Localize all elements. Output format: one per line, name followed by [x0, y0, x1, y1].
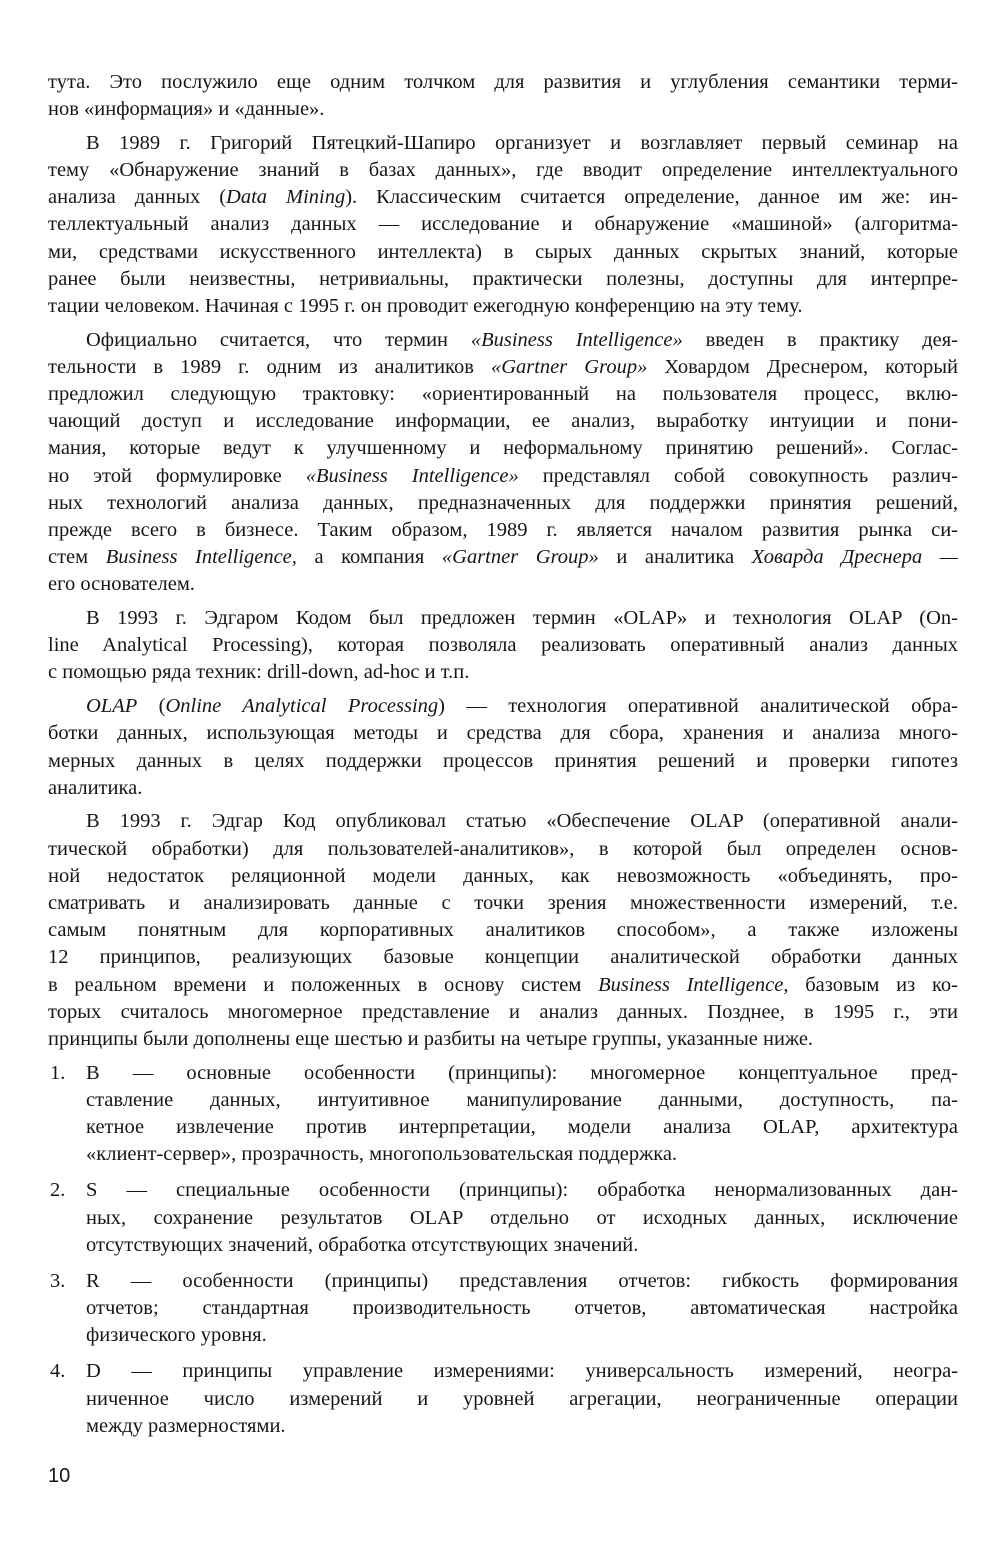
text-line: [86, 1268, 958, 1295]
text-line: [48, 293, 958, 320]
text: введен в практику дея-: [682, 328, 958, 351]
text: D — принципы управление измерениями: универсальность измерений, неогра-: [86, 1360, 958, 1383]
text: базовым из ко-: [788, 973, 958, 996]
text-line: [86, 1413, 958, 1440]
text-line: [48, 1026, 958, 1053]
text-line: [48, 239, 958, 266]
text-line: [48, 775, 958, 802]
text: (: [137, 695, 166, 718]
text: Ховардом Дреснером, который: [647, 355, 958, 378]
text-line: [86, 1141, 958, 1168]
text-line: [48, 266, 958, 293]
text-line: [48, 69, 958, 96]
text-line: [86, 1205, 958, 1232]
text-line: [48, 408, 958, 435]
text: ных, сохранение результатов OLAP отдельно от исходных данных, исключение: [86, 1206, 958, 1229]
page-number: 10: [48, 1465, 71, 1487]
text-line: [86, 1295, 958, 1322]
text: физического уровня.: [86, 1324, 267, 1347]
list-item: [48, 1060, 958, 1169]
text: В 1993 г. Эдгар Код опубликовал статью «Обеспечение OLAP (оперативной анали-: [86, 810, 958, 833]
text-line: [48, 130, 958, 157]
text-line: [48, 605, 958, 632]
text: ниченное число измерений и уровней агрегации, неограниченные операции: [86, 1387, 958, 1410]
text: ) — технология оперативной аналитической обра-: [438, 695, 958, 718]
text-line: [48, 184, 958, 211]
italic-text: Business Intelligence,: [598, 973, 789, 996]
text: торых считалось многомерное представление и анализ данных. Позднее, в 1995 г., эти: [48, 1000, 958, 1023]
text: с помощью ряда техник: drill-down, ad-hoc и т.п.: [48, 661, 470, 684]
list-number: 2.: [50, 1179, 66, 1202]
text: прежде всего в бизнесе. Таким образом, 1989 г. является началом развития рынка си-: [48, 519, 958, 541]
text: сматривать и анализировать данные с точки зрения множественности измерений, т.е.: [48, 891, 958, 914]
text-line: [48, 327, 958, 354]
text: тему «Обнаружение знаний в базах данных», где вводит определение интеллектуального: [48, 159, 958, 182]
italic-text: «Gartner Group»: [441, 546, 599, 569]
paragraph: [48, 605, 958, 687]
text: мания, которые ведут к улучшенному и неформальному принятию решений». Соглас-: [48, 437, 958, 460]
text: его основателем.: [48, 573, 195, 596]
text: В 1993 г. Эдгаром Кодом был предложен термин «OLAP» и технология OLAP (On-: [86, 607, 958, 630]
list-item: [48, 1268, 958, 1350]
text-line: [48, 157, 958, 184]
text: мерных данных в целях поддержки процессов принятия решений и проверки гипотез: [48, 749, 958, 772]
text: ми, средствами искусственного интеллекта) в сырых данных скрытых знаний, которые: [48, 240, 958, 263]
text: аналитика.: [48, 776, 143, 799]
page-body: [48, 69, 958, 1449]
paragraph: [48, 130, 958, 320]
text: ранее были неизвестны, нетривиальны, практически полезны, доступны для интерпре-: [48, 267, 958, 290]
text: стем: [48, 546, 106, 569]
list-item: [48, 1177, 958, 1259]
text: тута. Это послужило еще одним толчком для развития и углубления семантики терми-: [48, 71, 958, 93]
text: ботки данных, использующая методы и средства для сбора, хранения и анализа много-: [48, 722, 958, 745]
text: и аналитика: [598, 546, 752, 569]
italic-text: «Business Intelligence»: [305, 464, 519, 487]
text-line: [86, 1177, 958, 1204]
text-line: [48, 211, 958, 238]
text-line: [48, 659, 958, 686]
text-line: [86, 1232, 958, 1259]
text-line: [48, 463, 958, 490]
text: ной недостаток реляционной модели данных, как невозможность «объединять, про-: [48, 864, 958, 887]
text: ). Классическим считается определение, данное им же: ин-: [345, 186, 959, 209]
text-line: [48, 571, 958, 598]
text-line: [48, 96, 958, 123]
text: S — специальные особенности (принципы): обработка ненормализованных дан-: [86, 1179, 958, 1202]
text-line: [48, 517, 958, 544]
text: ных технологий анализа данных, предназначенных для поддержки принятия решений,: [48, 491, 958, 514]
text-line: [48, 632, 958, 659]
text-line: [86, 1386, 958, 1413]
text: а компания: [296, 546, 442, 569]
text-line: [86, 1114, 958, 1141]
text: самым понятным для корпоративных аналитиков способом», а также изложены: [48, 919, 958, 942]
text-line: [48, 435, 958, 462]
text: тации человеком. Начиная с 1995 г. он проводит ежегодную конференцию на эту тему.: [48, 295, 803, 317]
text: отчетов; стандартная производительность отчетов, автоматическая настройка: [86, 1297, 958, 1320]
italic-text: Business Intelligence,: [105, 546, 297, 569]
text-line: [48, 693, 958, 720]
italic-text: Data Mining: [226, 186, 346, 209]
italic-text: Online Analytical Processing: [165, 695, 439, 718]
text-line: [48, 890, 958, 917]
text-line: [48, 544, 958, 571]
text: line Analytical Processing), которая позволяла реализовать оперативный анализ данных: [48, 634, 958, 657]
text: теллектуальный анализ данных — исследование и обнаружение «машиной» (алгоритма-: [48, 213, 958, 236]
text-line: [86, 1060, 958, 1087]
text: Официально считается, что термин: [86, 328, 471, 351]
italic-text: «Gartner Group»: [490, 355, 648, 378]
paragraph: [48, 69, 958, 123]
text-line: [48, 490, 958, 517]
text-line: [86, 1358, 958, 1385]
text-line: [48, 836, 958, 863]
text: чающий доступ и исследование информации, ее анализ, выработку интуиции и пони-: [48, 410, 958, 433]
italic-text: OLAP: [86, 695, 138, 718]
text: в реальном времени и положенных в основу систем: [48, 973, 599, 996]
text-line: [48, 720, 958, 747]
text: отсутствующих значений, обработка отсутствующих значений.: [86, 1233, 639, 1256]
text: ставление данных, интуитивное манипулирование данными, доступность, па-: [86, 1088, 958, 1111]
text: B — основные особенности (принципы): многомерное концептуальное пред-: [86, 1061, 958, 1084]
paragraph: [48, 327, 958, 599]
text: R — особенности (принципы) представления отчетов: гибкость формирования: [86, 1269, 958, 1292]
paragraph: [48, 808, 958, 1053]
text: тельности в 1989 г. одним из аналитиков: [48, 355, 491, 378]
text: 12 принципов, реализующих базовые концепции аналитической обработки данных: [48, 946, 958, 969]
text-line: [48, 972, 958, 999]
text: «клиент-сервер», прозрачность, многопользовательская поддержка.: [86, 1143, 678, 1166]
text-line: [48, 999, 958, 1026]
text-line: [48, 748, 958, 775]
italic-text: Ховарда Дреснера —: [751, 546, 958, 569]
paragraph: [48, 693, 958, 802]
text: кетное извлечение против интерпретации, модели анализа OLAP, архитектура: [86, 1115, 958, 1138]
list-number: 4.: [50, 1360, 66, 1383]
text-line: [86, 1087, 958, 1114]
list-number: 3.: [50, 1269, 66, 1292]
text-line: [48, 381, 958, 408]
italic-text: «Business Intelligence»: [470, 328, 683, 351]
list-item: [48, 1358, 958, 1440]
text: анализа данных (: [48, 186, 227, 209]
text-line: [48, 917, 958, 944]
text: предложил следующую трактовку: «ориентированный на пользователя процесс, вклю-: [48, 383, 958, 406]
text-line: [48, 863, 958, 890]
text: представлял собой совокупность различ-: [518, 464, 958, 487]
text-line: [48, 808, 958, 835]
text: но этой формулировке: [48, 464, 306, 487]
text-line: [48, 354, 958, 381]
text: между размерностями.: [86, 1414, 286, 1437]
list-number: 1.: [50, 1061, 66, 1084]
text: нов «информация» и «данные».: [48, 98, 325, 121]
text: тической обработки) для пользователей-аналитиков», в которой был определен основ-: [48, 837, 958, 860]
text: В 1989 г. Григорий Пятецкий-Шапиро организует и возглавляет первый семинар на: [86, 131, 958, 154]
text: принципы были дополнены еще шестью и разбиты на четыре группы, указанные ниже.: [48, 1027, 814, 1050]
text-line: [48, 944, 958, 971]
text-line: [86, 1322, 958, 1349]
